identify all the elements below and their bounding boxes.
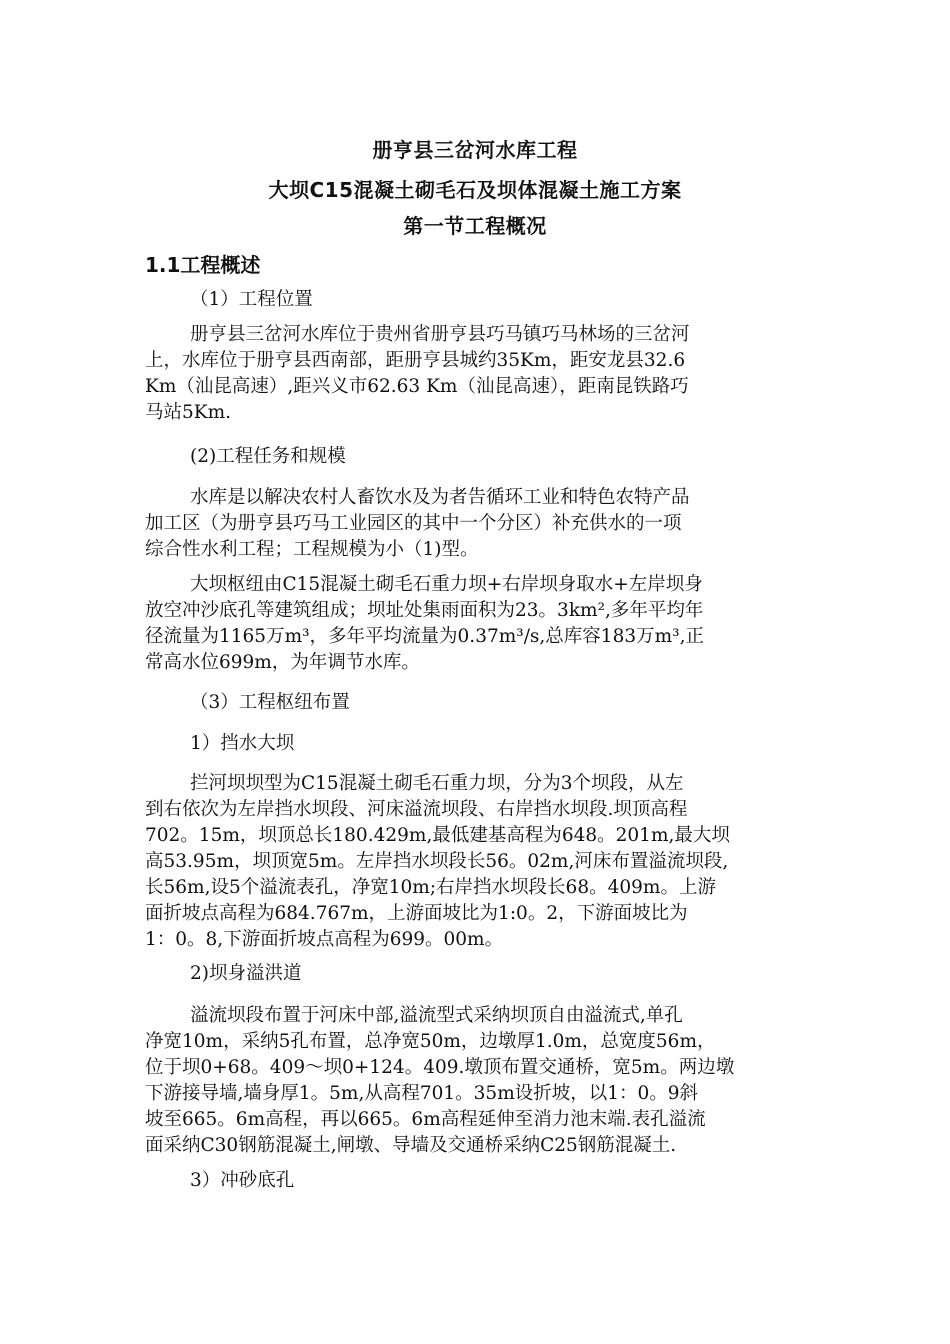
paragraph-line: 下游接导墙,墙身厚1。5m,从高程701。35m设折坡，以1：0。9斜 [145,1083,699,1104]
paragraph-hub [145,572,815,676]
paragraph-line: 拦河坝坝型为C15混凝土砌毛石重力坝，分为3个坝段，从左 [190,773,684,794]
heading-task: (2)工程任务和规模 [190,446,346,467]
paragraph-line: 加工区（为册亨县巧马工业园区的其中一个分区）补充供水的一项 [145,513,682,534]
paragraph-line: 位于坝0+68。409～坝0+124。409.墩顶布置交通桥，宽5m。两边墩 [145,1057,735,1078]
paragraph-line: 放空冲沙底孔等建筑组成；坝址处集雨面积为23。3km²,多年平均年 [145,600,704,621]
paragraph-line: 上，水库位于册亨县西南部，距册亨县城约35Km，距安龙县32.6 [145,350,686,371]
paragraph-line: 溢流坝段布置于河床中部,溢流型式采纳坝顶自由溢流式,单孔 [190,1005,683,1026]
paragraph-line: 坡至665。6m高程，再以665。6m高程延伸至消力池末端.表孔溢流 [145,1109,706,1130]
paragraph-line: 径流量为1165万m³，多年平均流量为0.37m³/s,总库容183万m³,正 [145,626,704,647]
paragraph-line: 大坝枢纽由C15混凝土砌毛石重力坝+右岸坝身取水+左岸坝身 [190,574,703,595]
paragraph-task [145,485,815,563]
heading-layout: （3）工程枢纽布置 [190,692,350,713]
paragraph-location [145,322,815,426]
document-title: 册亨县三岔河水库工程 [372,138,578,162]
paragraph-line: 高53.95m，坝顶宽5m。左岸挡水坝段长56。02m,河床布置溢流坝段, [145,851,729,872]
heading-spillway: 2)坝身溢洪道 [190,963,302,984]
paragraph-line: 册亨县三岔河水库位于贵州省册亨县巧马镇巧马林场的三岔河 [190,324,690,345]
paragraph-line: 长56m,设5个溢流表孔，净宽10m;右岸挡水坝段长68。409m。上游 [145,877,716,898]
paragraph-line: Km（汕昆高速）,距兴义市62.63 Km（汕昆高速），距南昆铁路巧 [145,376,689,397]
paragraph-line: 1：0。8,下游面折坡点高程为699。00m。 [145,929,504,950]
paragraph-line: 到右依次为左岸挡水坝段、河床溢流坝段、右岸挡水坝段.坝顶高程 [145,799,688,820]
heading-dam: 1）挡水大坝 [190,733,295,754]
paragraph-spillway [145,1003,815,1159]
paragraph-dam [145,771,815,953]
paragraph-line: 水库是以解决农村人畜饮水及为者告循环工业和特色农特产品 [190,487,690,508]
paragraph-line: 马站5Km. [145,402,232,423]
paragraph-line: 净宽10m，采纳5孔布置，总净宽50m，边墩厚1.0m，总宽度56m， [145,1031,716,1052]
document-subtitle: 大坝C15混凝土砌毛石及坝体混凝土施工方案 [268,178,682,202]
chapter-heading: 第一节工程概况 [403,214,547,238]
paragraph-line: 面折坡点高程为684.767m，上游面坡比为1:0。2，下游面坡比为 [145,903,688,924]
paragraph-line: 综合性水利工程；工程规模为小（1)型。 [145,539,479,560]
heading-outlet: 3）冲砂底孔 [190,1170,295,1191]
paragraph-line: 702。15m，坝顶总长180.429m,最低建基高程为648。201m,最大坝 [145,825,730,846]
section-heading-1-1: 1.1工程概述 [145,253,261,277]
paragraph-line: 面采纳C30钢筋混凝土,闸墩、导墙及交通桥采纳C25钢筋混凝土. [145,1135,677,1156]
paragraph-line: 常高水位699m，为年调节水库。 [145,652,420,673]
heading-location: （1）工程位置 [190,289,313,310]
